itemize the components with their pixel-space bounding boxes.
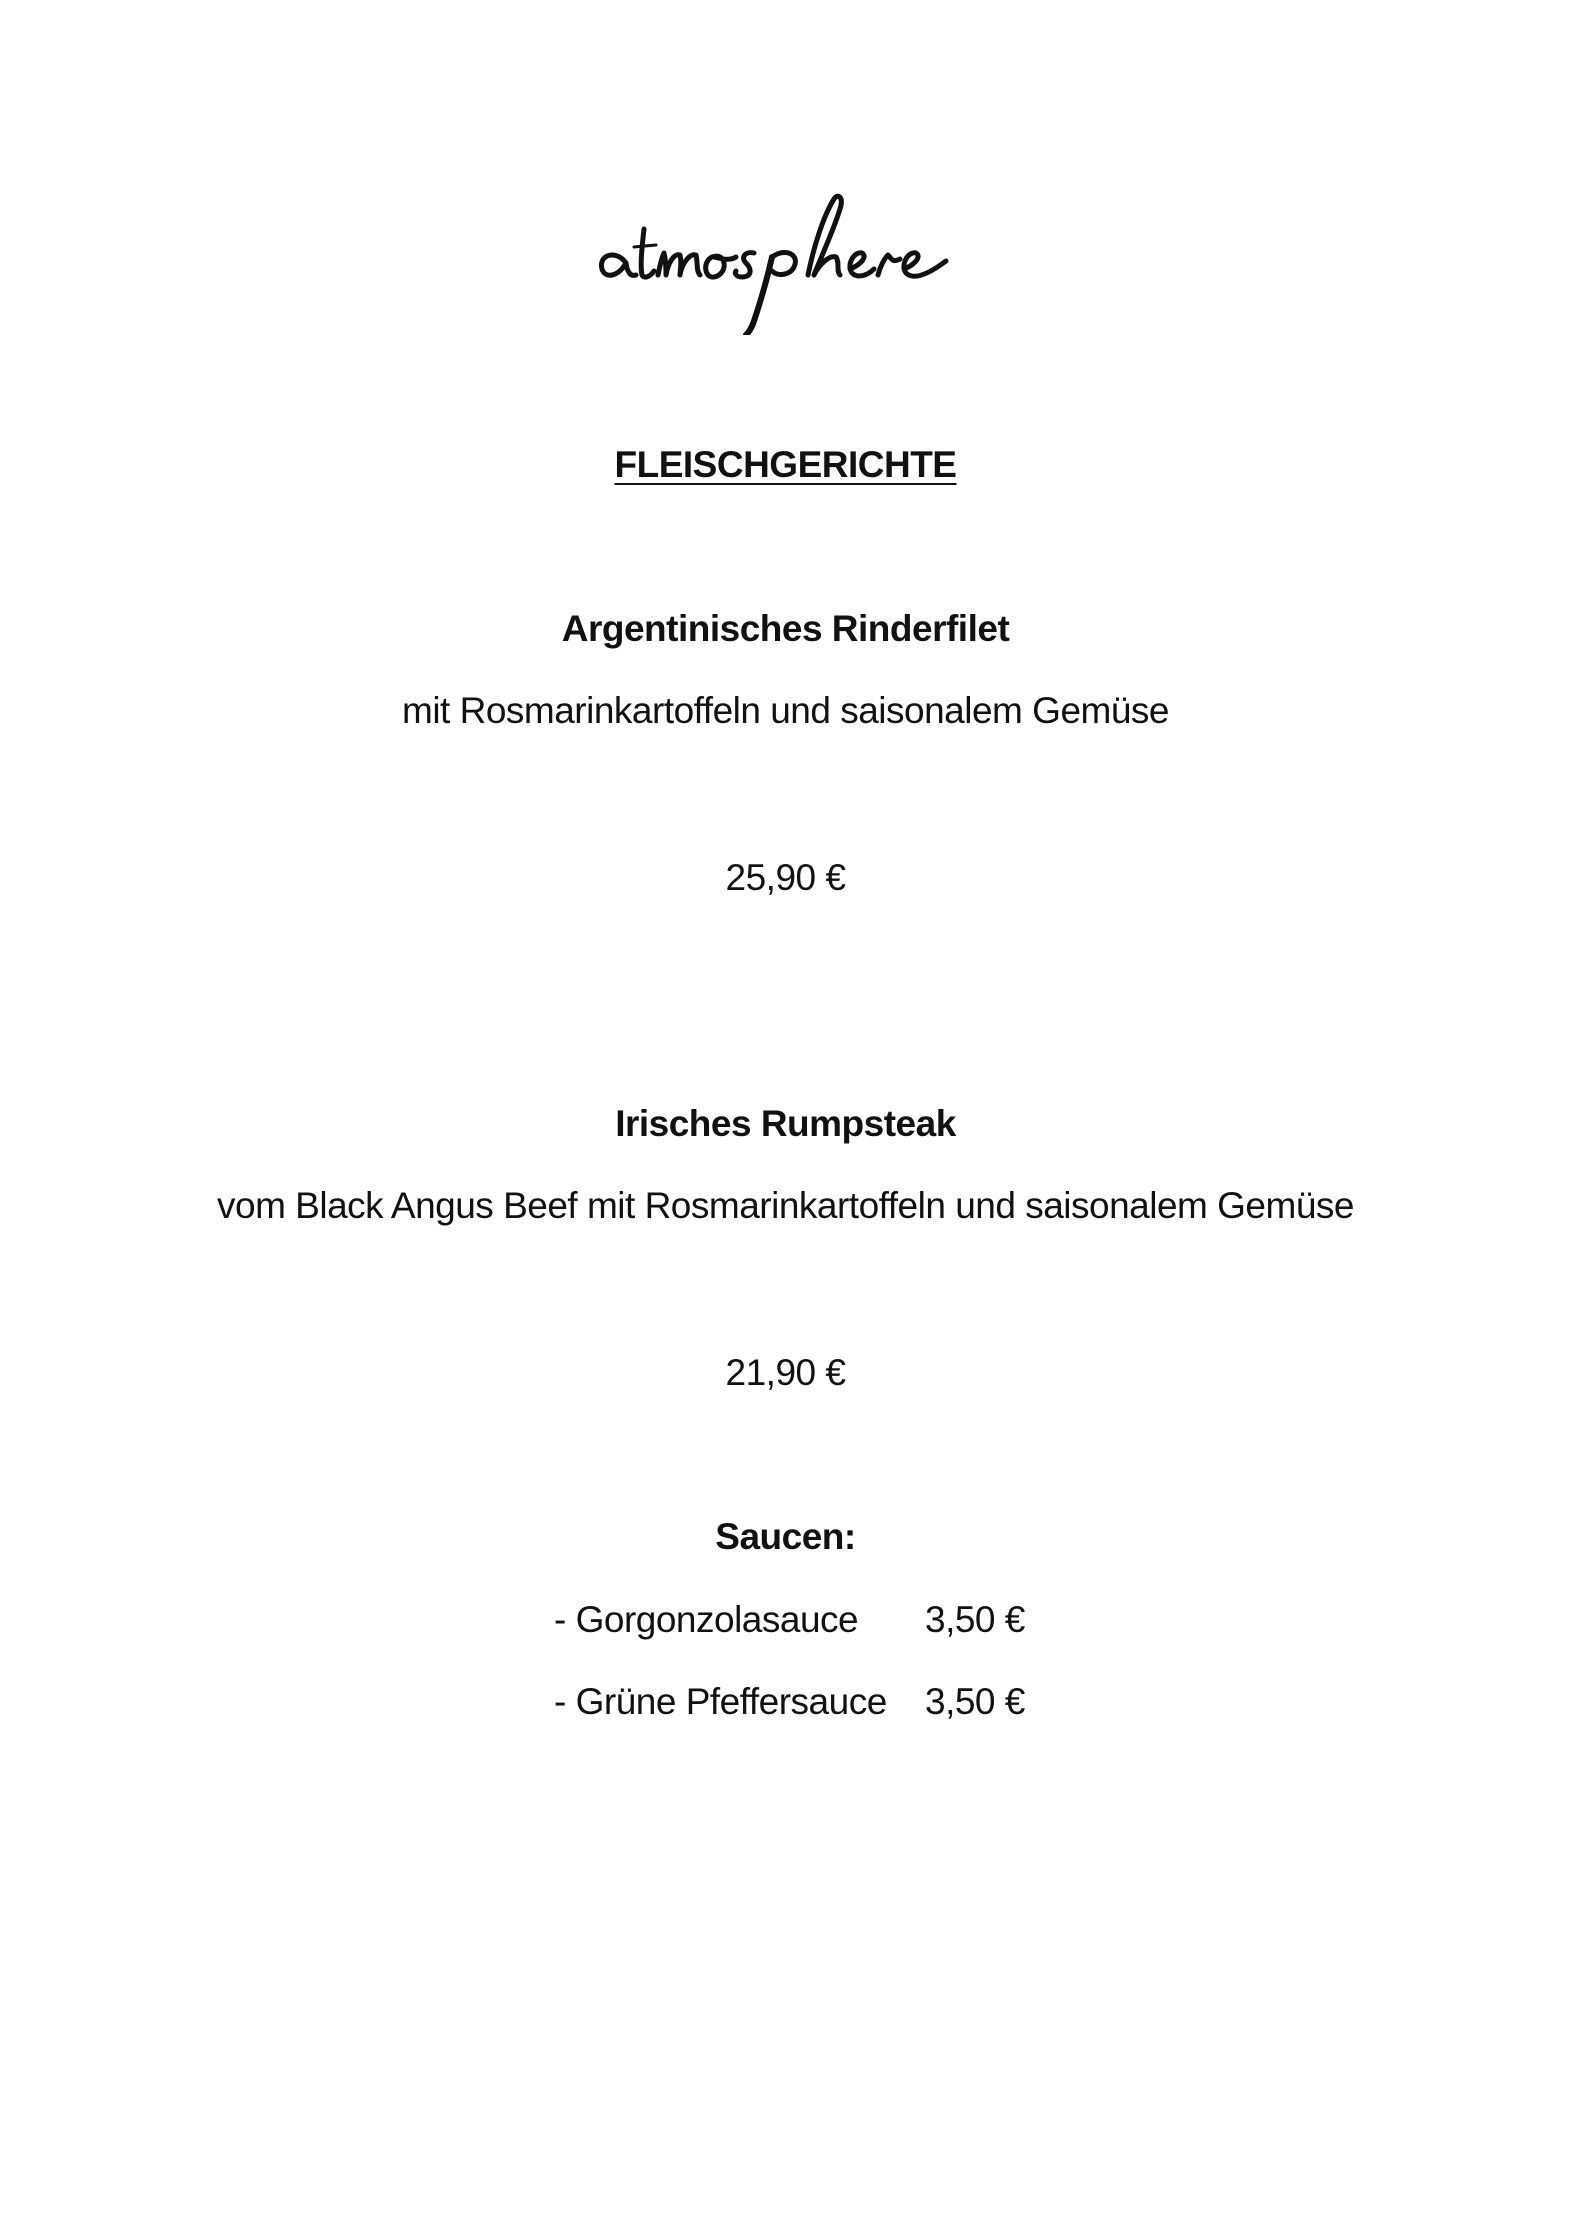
sauce-name: - Gorgonzolasauce (554, 1599, 859, 1640)
dish-price: 21,90 € (725, 1352, 846, 1393)
section-title: FLEISCHGERICHTE (614, 444, 957, 485)
sauce-name: - Grüne Pfeffersauce (554, 1681, 887, 1722)
sauce-price: 3,50 € (925, 1681, 1025, 1722)
sauce-price: 3,50 € (925, 1599, 1025, 1640)
sauces-heading: Saucen: (715, 1516, 856, 1557)
dish-name: Irisches Rumpsteak (615, 1103, 956, 1144)
dish-name: Argentinisches Rinderfilet (561, 608, 1010, 649)
atmosphere-script-logo (596, 185, 976, 335)
dish-price: 25,90 € (725, 857, 846, 898)
restaurant-logo (0, 185, 1571, 335)
dish-description: mit Rosmarinkartoffeln und saisonalem Gemüse (402, 690, 1169, 731)
dish-description: vom Black Angus Beef mit Rosmarinkartoffeln und saisonalem Gemüse (217, 1185, 1354, 1226)
